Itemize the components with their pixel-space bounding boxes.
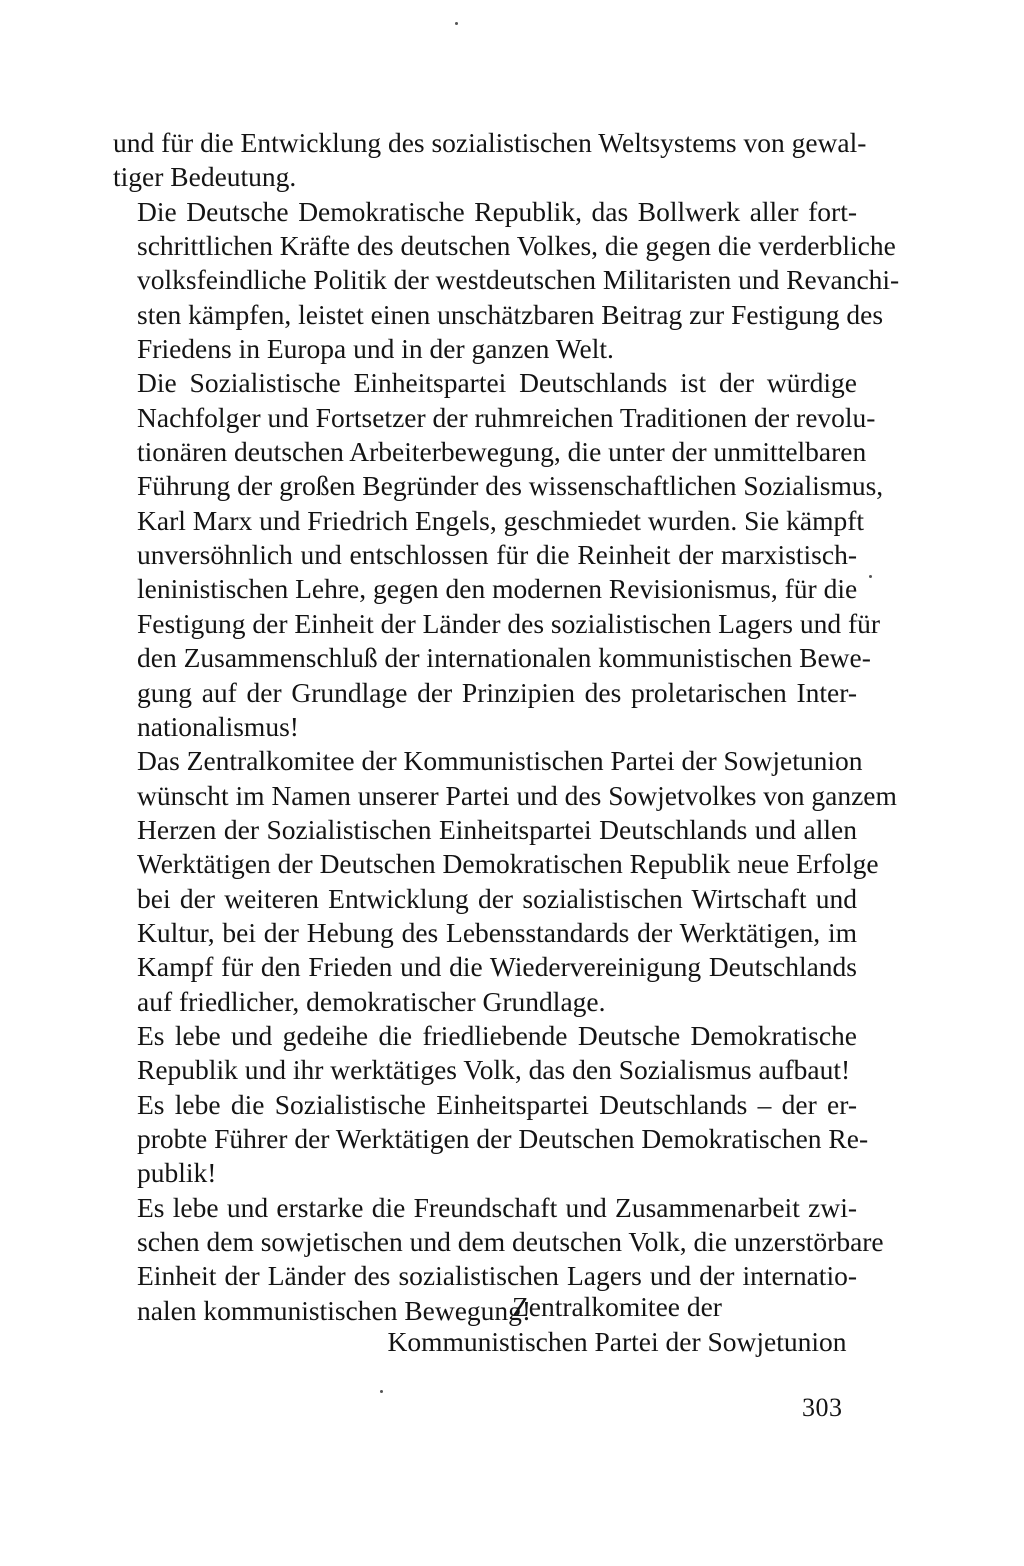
paragraph-4: [113, 744, 897, 1019]
text-line: Es lebe und gedeihe die friedliebende Deutsche Demokratische: [137, 1019, 857, 1051]
text-line: bei der weiteren Entwicklung der sozialistischen Wirtschaft und: [137, 882, 857, 914]
text-line: Kultur, bei der Hebung des Lebensstandards der Werktätigen, im: [137, 916, 857, 948]
text-line: Karl Marx und Friedrich Engels, geschmiedet wurden. Sie kämpft: [137, 504, 865, 536]
text-line: nationalismus!: [137, 710, 299, 742]
signature-line-2: Kommunistischen Partei der Sowjetunion: [387, 1325, 847, 1357]
text-line: schrittlichen Kräfte des deutschen Volkes, die gegen die verderbliche: [137, 230, 896, 262]
signature-line-1: Zentralkomitee der: [512, 1291, 722, 1322]
text-line: Republik und ihr werktätiges Volk, das den Sozialismus aufbaut!: [137, 1054, 851, 1086]
text-line: publik!: [137, 1157, 217, 1189]
text-line: Herzen der Sozialistischen Einheitspartei Deutschlands und allen: [137, 813, 857, 845]
text-line: Nachfolger und Fortsetzer der ruhmreichen Traditionen der revolu-: [137, 401, 876, 433]
text-line: gung auf der Grundlage der Prinzipien des proletarischen Inter-: [137, 676, 857, 708]
paragraph-3: [113, 366, 884, 744]
text-line: tiger Bedeutung.: [113, 161, 297, 193]
text-line: sten kämpfen, leistet einen unschätzbaren Beitrag zur Festigung des: [137, 298, 884, 330]
text-line: leninistischen Lehre, gegen den modernen Revisionismus, für die: [137, 573, 858, 605]
paragraph-1: [113, 126, 867, 195]
text-line: Die Sozialistische Einheitspartei Deutschlands ist der würdige: [137, 367, 857, 399]
paragraph-6: [113, 1088, 869, 1191]
paragraph-5: [113, 1019, 857, 1088]
paragraph-2: [113, 195, 900, 367]
text-line: Festigung der Einheit der Länder des sozialistischen Lagers und für: [137, 607, 881, 639]
text-line: Die Deutsche Demokratische Republik, das Bollwerk aller fort-: [137, 195, 857, 227]
text-line: Kampf für den Frieden und die Wiedervereinigung Deutschlands: [137, 951, 857, 983]
text-line: den Zusammenschluß der internationalen kommunistischen Bewe-: [137, 642, 871, 674]
text-line: Das Zentralkomitee der Kommunistischen Partei der Sowjetunion: [137, 745, 863, 777]
text-line: Führung der großen Begründer des wissenschaftlichen Sozialismus,: [137, 470, 884, 502]
text-line: auf friedlicher, demokratischer Grundlage.: [137, 985, 606, 1017]
text-line: Friedens in Europa und in der ganzen Welt.: [137, 333, 614, 365]
paper-speck: [869, 575, 872, 578]
paper-speck: [455, 22, 458, 25]
text-line: unversöhnlich und entschlossen für die Reinheit der marxistisch-: [137, 539, 857, 571]
text-line: Es lebe und erstarke die Freundschaft und Zusammenarbeit zwi-: [137, 1191, 857, 1223]
text-line: Werktätigen der Deutschen Demokratischen Republik neue Erfolge: [137, 848, 879, 880]
text-line: volksfeindliche Politik der westdeutschen Militaristen und Revanchi-: [137, 264, 900, 296]
page-number: 303: [802, 1393, 843, 1422]
text-line: probte Führer der Werktätigen der Deutschen Demokratischen Re-: [137, 1122, 869, 1154]
body-text: [113, 126, 900, 1328]
text-line: Es lebe die Sozialistische Einheitspartei Deutschlands – der er-: [137, 1088, 857, 1120]
paper-speck: [380, 1390, 383, 1393]
signature-block: [377, 1290, 857, 1359]
text-line: schen dem sowjetischen und dem deutschen Volk, die unzerstörbare: [137, 1226, 884, 1257]
text-line: und für die Entwicklung des sozialistischen Weltsystems von gewal-: [113, 127, 867, 158]
text-line: Einheit der Länder des sozialistischen Lagers und der internatio-: [137, 1260, 857, 1292]
text-line: tionären deutschen Arbeiterbewegung, die unter der unmittelbaren: [137, 436, 867, 468]
text-line: wünscht im Namen unserer Partei und des Sowjetvolkes von ganzem: [137, 779, 897, 811]
text-line: nalen kommunistischen Bewegung!: [137, 1294, 532, 1326]
